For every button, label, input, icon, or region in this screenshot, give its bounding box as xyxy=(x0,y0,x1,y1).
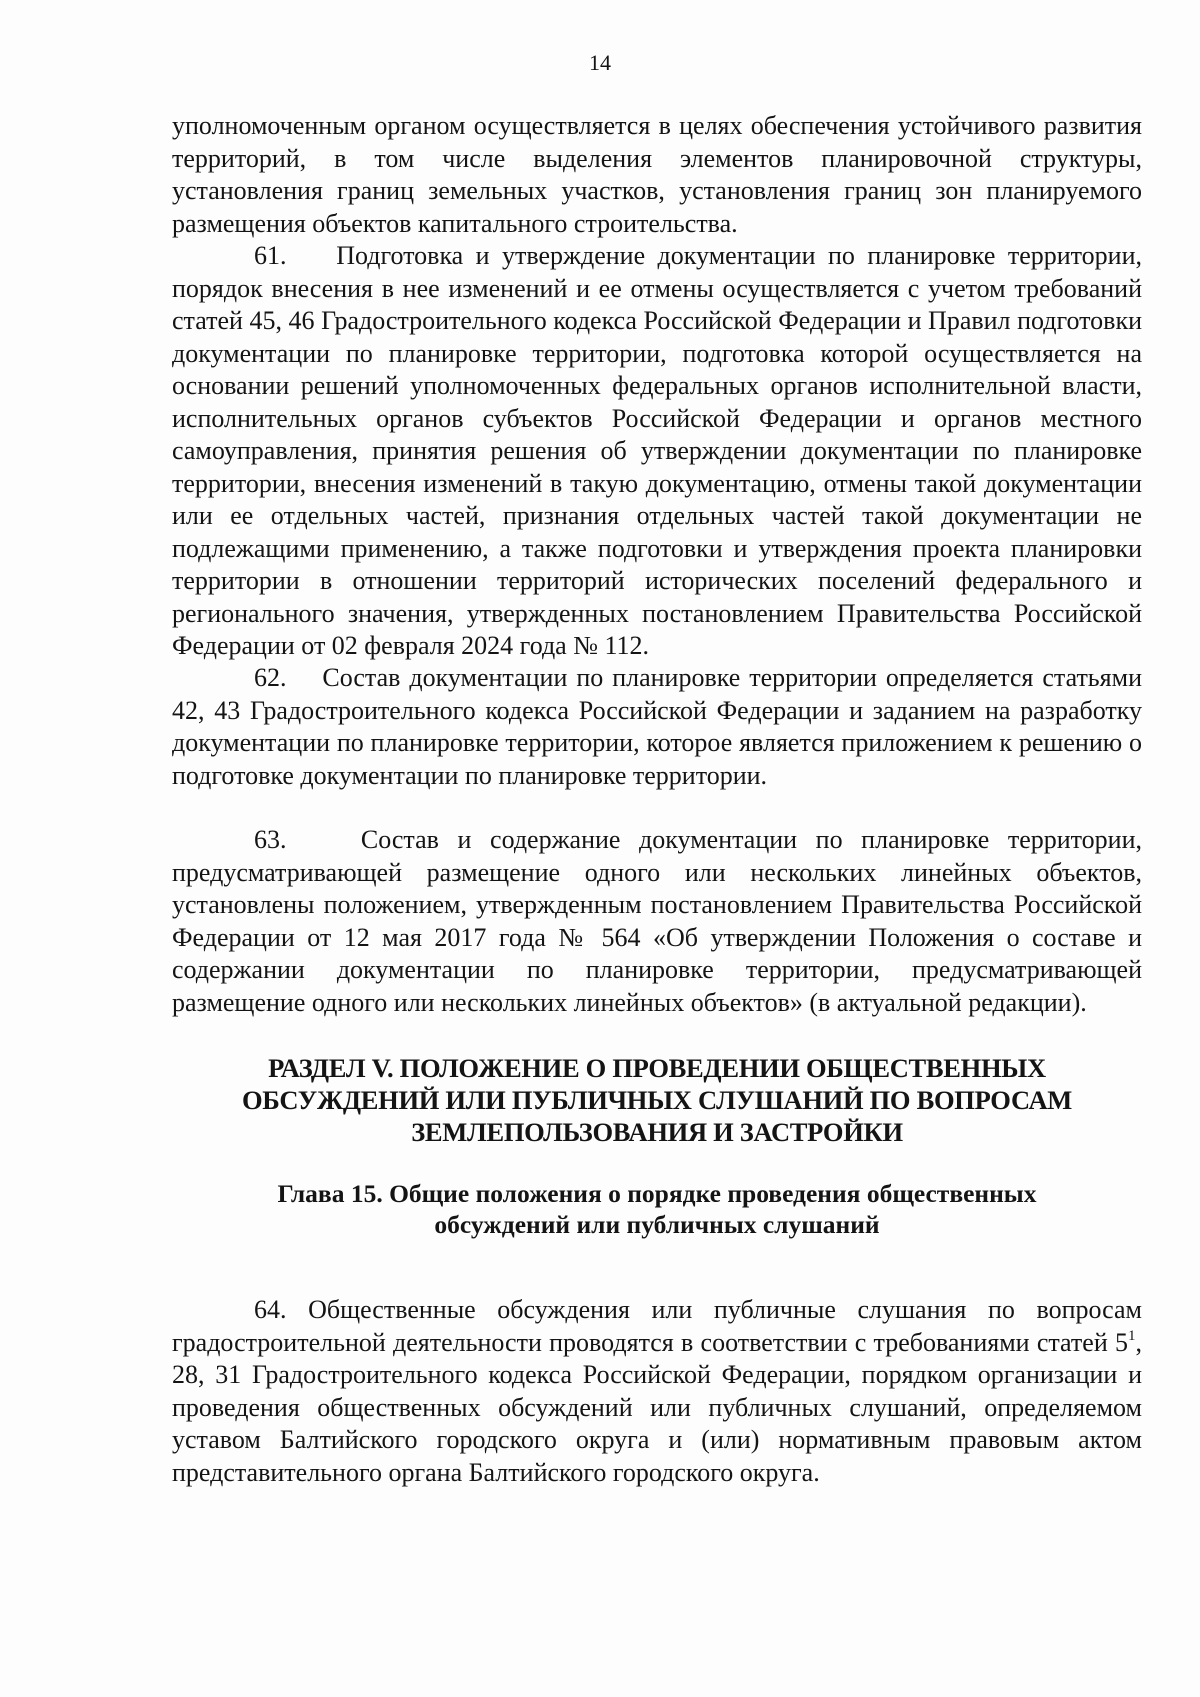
item-64-block xyxy=(172,1294,1142,1489)
item-61-paragraph xyxy=(172,240,1142,663)
item-63-block xyxy=(172,824,1142,1019)
intro-paragraph: уполномоченным органом осуществляется в целях обеспечения устойчивого развития территорий, в том числе выделения элементов планировочной структуры, установления границ земельных участков, установления границ зон планируемого размещения объектов капитального строительства. xyxy=(172,111,1142,238)
intro-paragraph-block xyxy=(172,110,1142,240)
item-61-block xyxy=(172,240,1142,663)
item-64-number: 64. xyxy=(254,1295,287,1324)
item-62-block xyxy=(172,662,1142,792)
item-61-number: 61. xyxy=(254,241,287,270)
item-63-paragraph xyxy=(172,824,1142,1019)
item-64-paragraph xyxy=(172,1294,1142,1489)
chapter-title-line-1: Глава 15. Общие положения о порядке проведения общественных xyxy=(277,1179,1037,1208)
item-62-text: Состав документации по планировке территории определяется статьями 42, 43 Градостроительного кодекса Российской Федерации и заданием на разработку документации по планировке территории, которое является приложением к решению о подготовке документации по планировке территории. xyxy=(172,663,1142,790)
item-62-number: 62. xyxy=(254,663,287,692)
section-title-line-1: РАЗДЕЛ V. ПОЛОЖЕНИЕ О ПРОВЕДЕНИИ ОБЩЕСТВЕННЫХ xyxy=(268,1053,1046,1083)
item-63-text: Состав и содержание документации по планировке территории, предусматривающей размещение одного или нескольких линейных объектов, установлены положением, утвержденным постановлением Правительства Российской Федерации от 12 мая 2017 года № 564 «Об утверждении Положения о составе и содержании документации по планировке территории, предусматривающей размещение одного или нескольких линейных объектов» (в актуальной редакции). xyxy=(172,825,1142,1017)
chapter-title xyxy=(172,1178,1142,1240)
item-63-number: 63. xyxy=(254,825,287,854)
section-title-line-3: ЗЕМЛЕПОЛЬЗОВАНИЯ И ЗАСТРОЙКИ xyxy=(411,1117,903,1147)
section-title xyxy=(172,1052,1142,1148)
section-title-line-2: ОБСУЖДЕНИЙ ИЛИ ПУБЛИЧНЫХ СЛУШАНИЙ ПО ВОПРОСАМ xyxy=(241,1085,1073,1115)
item-61-text: Подготовка и утверждение документации по планировке территории, порядок внесения в нее изменений и ее отмены осуществляется с учетом требований статей 45, 46 Градостроительного кодекса Российской Федерации и Правил подготовки документации по планировке территории, подготовка которой осуществляется на основании решений уполномоченных федеральных органов исполнительной власти, исполнительных органов субъектов Российской Федерации и органов местного самоуправления, принятия решения об утверждении документации по планировке территории, внесения изменений в такую документацию, отмены такой документации или ее отдельных частей, признания отдельных частей такой документации не подлежащими применению, а также подготовки и утверждения проекта планировки территории в отношении территорий исторических поселений федерального и регионального значения, утвержденных постановлением Правительства Российской Федерации от 02 февраля 2024 года № 112. xyxy=(172,241,1142,660)
page-number: 14 xyxy=(589,50,611,75)
item-64-text-before: Общественные обсуждения или публичные слушания по вопросам градостроительной деятельности проводятся в соответствии с требованиями статей 5 xyxy=(172,1295,1142,1357)
chapter-title-line-2: обсуждений или публичных слушаний xyxy=(434,1210,880,1239)
item-64-superscript: 1 xyxy=(1128,1327,1136,1344)
item-64-text-after: , 28, 31 Градостроительного кодекса Российской Федерации, порядком организации и проведения общественных обсуждений или публичных слушаний, определяемом уставом Балтийского городского округа и (или) нормативным правовым актом представительного органа Балтийского городского округа. xyxy=(172,1327,1142,1487)
item-62-paragraph xyxy=(172,662,1142,792)
